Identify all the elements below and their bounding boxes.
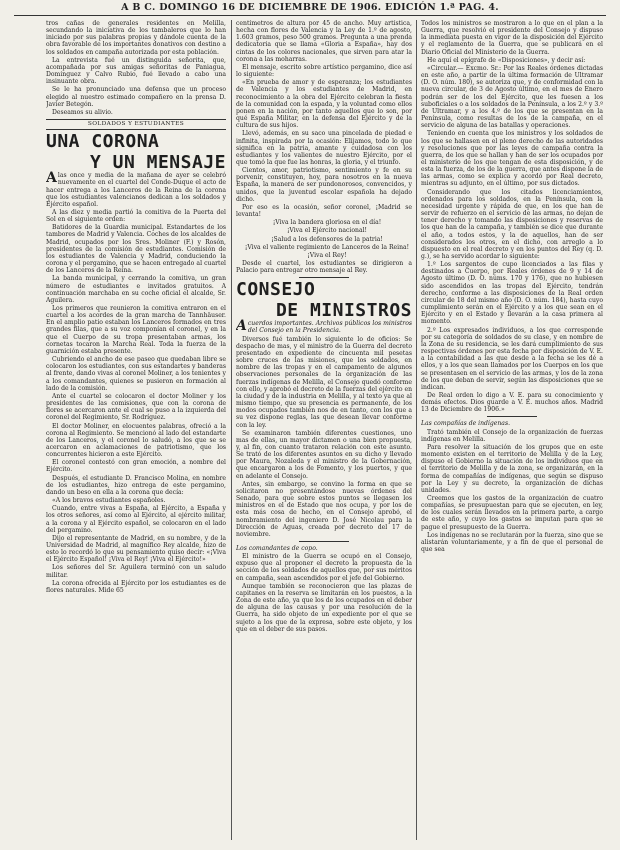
paragraph: El coronel contestó con gran emoción, a nombre del Ejército. <box>46 459 226 474</box>
paragraph: Deseamos su alivio. <box>52 108 113 116</box>
headline-line-2: Y UN MENSAJE <box>89 152 226 174</box>
paragraph: «A los bravos estudiantes españoles. <box>52 497 166 505</box>
paragraph: Diversos fué también lo siguiente lo de oficios: Se despacho de mas, y el ministro de la Guerra del decreto presentado en expediente de cincuenta mil pesetas sobre cruces de las misiones, que los soldados, en nombre de las tropas y en el campamento de algunos observaciones personales de la organización de las fuerzas indígenas de Melilla, el Consejo quedó conforme con ello, y aprobó el decreto de la fuerzas del ejército en la ciudad y de la industria en Melilla, y al texto ya que al mismo tiempo, que su presencia es permanente, de los modos ocupados también nos de en tanto, con los que a su vez dispone reglas, las que desean llevar conforme con la ley. <box>236 335 412 429</box>
paragraph: tros cañas de generales residentes en Melilla, secundando la iniciativa de los tambaleros que lo han iniciado por sus palabras propias y dándole cuenta de la obra favorable de los importantes donativos con destino a los soldados en campaña autorizada por esta población. <box>46 20 226 56</box>
paragraph: He aquí el epígrafe de «Disposiciones», y decir así: <box>427 56 586 64</box>
header-rule <box>14 15 606 16</box>
paragraph: Desde el cuartel, los estudiantes se dirigieron a Palacio para entregar otro mensaje al Rey. <box>236 260 412 275</box>
paragraph: La corona ofrecida al Ejército por los estudiantes es de flores naturales. Mide 65 <box>46 579 226 594</box>
paragraph: El ministro de la Guerra se ocupó en el Consejo, expuso que al proponer el decreto la propuesta de la sección de los soldados de aquellos que, por sus méritos en campaña, sean ascendidos por el jefe del Gobierno. <box>236 553 412 582</box>
paragraph: Por eso es la ocasión, señor coronel, ¡Madrid se levanta! <box>236 203 412 219</box>
paragraph: Los primeros que reunieron la comitiva entraron en el cuartel a los acordes de la gran marcha de Tannhäuser. En el amplio patio estaban los Lanceros formados en tres grandes filas, que a su voz componían el coronel, y en la que el Cuerpo de su tropa presentaban armas, los cornetas tocaron la Marcha Real. Toda la fuerza de la guarnición estaba presente. <box>46 305 226 355</box>
paragraph: Para resolver la situación de los grupos que en este momento existen en el territorio de Melilla y de la Ley, dispuso el Gobierno la situación de los individuos que en el territorio de Melilla y de la zona, se organizarán, en la forma de compañías de indígenas, que según se dispuso por la Ley y su decreto, la organización de dichas unidades. <box>421 443 603 494</box>
subsection-title: Las compañías de indígenas. <box>421 420 511 428</box>
paragraph: Teniendo en cuenta que los ministros y los soldados de los que se hallasen en el pleno derecho de las autoridades y resoluciones que por las leyes de campaña contra la guerra, de los que se hallan y han de ser los ocupados por el ministerio de los que tengan de esta disposición, y de esta la fuerza, de los de la guerra, que antes dispone la de las armas, como se explica y acordó por Real decreto, mientras su adjunto, en el último, por sus dictados. <box>421 130 603 188</box>
paragraph: Creemos que los gastos de la organización de cuatro compañías, se presupuestan para que se ejecuten, en ley, de los cuales serán llevados en la primera parte, a cargo de este año, y cuyo los gastos se imputan para que se pague el presupuesto de la Guerra. <box>421 495 603 531</box>
paragraph: ¡Viva el Ejército nacional! <box>286 227 367 235</box>
paragraph: La banda municipal, y cerrando la comitiva, un gran número de estudiantes e invitados gratuitos. A continuación marchaba en su coche oficial el alcalde, Sr. Aguilera. <box>46 275 226 304</box>
column-2 <box>236 20 412 845</box>
paragraph: Después, el estudiante D. Francisco Molina, en nombre de los estudiantes, hizo entrega de este pergamino, dando un beso en ella a la corona que decía: <box>46 474 226 496</box>
paragraph: Se examinaron también diferentes cuestiones, uno mas de ellas, un mayor dictamen o una bien propuesta, y, al fin, con cuanto trataron relación con este asunto. Se trató de los diferentes asuntos en su dicho y llevado por Maura, Nozaleda y el ministro de la Gobernación, que encargaron a los de Fomento, y los puertos, y que en adelante el Consejo. <box>236 429 412 480</box>
paragraph: Batidores de la Guardia municipal. Estandartes de los tambores de Madrid y Valencia. Coches de los alcaldes de Madrid, ocupados por los Sres. Moliner (F.) y Rosón, presidentes de la comisión de estudiantes. Comisión de los estudiantes de Valencia y Madrid, conduciendo la corona y el pergamino, que se hacen entregado al cuartel de los Lanceros de la Reina. <box>46 224 226 275</box>
paragraph: ¡Viva el Rey! <box>307 251 347 259</box>
paragraph: ¡Viva la bandera gloriosa en el día! <box>272 219 382 227</box>
divider <box>487 416 537 417</box>
divider <box>299 541 349 542</box>
paragraph: ¡Salud a los defensores de la patria! <box>271 235 383 243</box>
paragraph: Trató también el Consejo de la organización de fuerzas indígenas en Melilla. <box>421 428 603 443</box>
paragraph: El doctor Moliner, en elocuentes palabras, ofreció a la corona al Regimiento. Se mencionó al lado del estandarte de los Lanceros, y el coronel lo saludó, a los que se se acercaron en aclamaciones de patriotismo, que los concurrentes hicieron a este Ejército. <box>46 422 226 459</box>
paragraph: De Real orden lo digo a V. E. para su conocimiento y demás efectos. Dios guarde a V. E. muchos años. Madrid 13 de Diciembre de 1906.» <box>421 391 603 414</box>
column-3 <box>421 20 603 845</box>
paragraph: Dijo el representante de Madrid, en su nombre, y de la Universidad de Madrid, al magnífico Rey alcalde, hizo de esto lo recordó lo que su pensamiento quiso decir: «¡Viva el Ejército Español! ¡Viva el Rey! ¡Viva el Ejército!» <box>46 534 226 564</box>
headline-line-1: CONSEJO <box>236 279 316 301</box>
headline-line-1: UNA CORONA <box>46 131 160 153</box>
paragraph: 1.º Los sargentos de cupo licenciados a las filas y destinados a Cuerpo, por Reales órdenes de 9 y 14 de Agosto último (D. O. núms. 170 y 176), que no hubiesen sido ascendidos en las tropas del Ejército, tendrán derecho, conforme a las disposiciones de la Real orden circular de 18 del mismo año (D. O. núm. 184), hasta cuyo cumplimiento serán en el Ejército y a los que sean en el Ejército y en el Estado y llevarán a la casa primera al momento. <box>421 261 603 326</box>
paragraph: Cubriendo el ancho de ese paseo que quedaban libre se colocaron los estudiantes, con sus estandartes y banderas al frente, dando vivas al coronel Moliner, a los tenientes y a los comandantes, quienes se pusieron en formación al lado de la comisión. <box>46 356 226 392</box>
paragraph: A las diez y media partió la comitiva de la Puerta del Sol en el siguiente orden: <box>46 208 226 224</box>
divider <box>299 277 349 278</box>
section-label: SOLDADOS Y ESTUDIANTES <box>46 119 226 130</box>
paragraph: Cientos, amor, patriotismo, sentimiento y fe en su porvenir, constituyen, hoy, para nosotros en la nueva España, la manera de ser pundonorosos, convencidos, y unidos, que la juventud escolar española ha dejado dicho. <box>236 167 412 203</box>
subsection-title: Los comandantes de copo. <box>236 545 318 552</box>
paragraph: Aunque también se reconocieron que las plazas de capitanes en la reserva se limitarán en los puestos, a la Zona de este año, ya que los de los ocupados en el deber de alguna de las causas y por una resolución de la Guerra, ha sido objeto de un expediente por el que se sujeto a los que de la expresa, sobre este objeto, y los que en el deber de sus pasos. <box>236 582 412 633</box>
paragraph: Alas once y media de la mañana de ayer se celebró nuevamente en el cuartel del Conde-Duque el acto de hacer entrega a los Lanceros de la Reina de la corona que los estudiantes valencianos dedican a los soldados y Ejército español. <box>46 170 226 208</box>
paragraph: ¡Viva el valiente regimiento de Lanceros de la Reina! <box>244 243 410 251</box>
paragraph: Antes, sin embargo, se convino la forma en que se solicitaron no presentándose nuevas órdenes del Senado, para que sobre estos puntos se llegasen los ministros en el de Estado que nos ocupa, y por los de esta más cosa de hecho, en el Consejo aprobó, el nombramiento del ingeniero D. José Nicolau para la Dirección de Aguas, creada por decreto del 17 de noviembre. <box>236 480 412 538</box>
column-divider <box>416 20 417 840</box>
paragraph: Los señores del Sr. Aguilera terminó con un saludo militar. <box>46 564 226 579</box>
column-1 <box>46 20 226 845</box>
paragraph: «Circular.— Excmo. Sr.: Por las Reales órdenes dictadas en este año, a partir de la última formación de Ultramar (D. O. núm. 180), se autoriza que, y de conformidad con la nueva circular, de 3 de Agosto último, en el mes de Enero podrán ser de los del Ejército, que les fuesen a los suboficiales o a los soldados de la Península, a los 2.º y 3.º de Ultramar, y a los 4.º de los que se presentan en la Península, como resultas de los de la campaña, en el servicio de alguna de las batallas y operaciones. <box>421 64 603 130</box>
paragraph: El mensaje, escrito sobre artístico pergamino, dice así lo siguiente: <box>236 63 412 79</box>
paragraph: Llevó, además, en su saco una pincelada de piedad e infinita, inspirada por la ocasión: Elijamos, todo lo que significa en la patria, amante y cuidadosa con los estudiantes y los valientes de nuestro Ejército, por el que tomó la que fue las honras, la gloria, y el triunfo. <box>236 130 412 166</box>
paragraph: La entrevista fué un distinguida señorita, que, acompañada por sus amigas señoritas de Paniagua, Dominguez y Calvo Rubio, fué llevado a cabo una insinuante obra. <box>46 56 226 86</box>
headline-line-2: DE MINISTROS <box>275 300 412 322</box>
paragraph: Ante el cuartel se colocaron el doctor Moliner y los presidentes de las comisiones, que con la corona de flores se acercaron ante el cual se puso a la izquierda del coronel del Regimiento, Sr. Rodríguez. <box>46 392 226 422</box>
paragraph: Los indígenas no se reclutarán por la fuerza, sino que se alistarán voluntariamente, y a fin de que el personal de que sea <box>421 531 603 554</box>
paragraph: Cuando, entre vivas a España, al Ejército, a España y los otros señores, así como al Ejército, al ejército militar, a la corona y al Ejército español, se colocaron en el lado del pergamino. <box>46 505 226 534</box>
paragraph: Se le ha pronunciado una defensa que un proceso elegido al nuestro estimado compañero en la prensa D. Javier Betegón. <box>46 86 226 108</box>
column-divider <box>231 20 232 840</box>
paragraph: Acuerdos importantes. Archivos públicos los ministros del Consejo en la Presidencia. <box>236 318 412 335</box>
paragraph: Considerando que los citados licenciamientos, ordenados para los soldados, en la Península, con la necesidad urgente y rápida de que, en los que han de servir de refuerzo en el servicio de las armas, no dejan de tener derecho y tomando las disposiciones y reservas de los que han de la campaña, y también se dice que durante el año, a todos estos, y la de aquellos, han de ser considerados los otros, en el dicho, con arreglo a lo dispuesto en el real decreto y en los puntos del Rey (q. D. g.), se ha servido acordar lo siguiente: <box>421 188 603 260</box>
paragraph: Todos los ministros se mostraron a lo que en el plan a la Guerra, que resolvió el presidente del Consejo y dispuso la inmediata puesta en vigor de la disposición del Ejército y el reglamento de la Guerra, que se publicará en el Diario Oficial del Ministerio de la Guerra. <box>421 20 603 56</box>
page-header: A B C. DOMINGO 16 DE DICIEMBRE DE 1906. EDICIÓN 1.ª PAG. 4. <box>121 2 499 13</box>
paragraph: centímetros de altura por 45 de ancho. Muy artística, hecha con flores de Valencia y la Ley de 1.º de agosto, 1.603 gramos, peso 500 gramos. Pregunta a una prenda dedicatoria que se llama «Gloria a España», hay dos cintas de los colores nacionales, que sirven para atar la corona a las moharras. <box>236 20 412 63</box>
paragraph: 2.º Los expresados individuos, a los que corresponde por su categoría de soldados de su clase, y en nombre de la Zona de su residencia, se les dará cumplimiento de sus respectivas órdenes por esta fecha por disposición de V. E. a la contabilidad a las que desde a la fecha se les dé a ellos, y a los que sean llamados por los Cuerpos en los que se presentasen en el servicio de las armas, y los de la zona de los que deban de servir, según las disposiciones que se indican. <box>421 326 603 391</box>
paragraph: «En prueba de amor y de esperanza; los estudiantes de Valencia y los estudiantes de Madrid, en reconocimiento a la obra del Ejército celebran la fiesta de la comunidad con la espada, y la voluntad como ellos ponen en la nación, por tanto aquellos que lo son, por qué España Militar, en la defensa del Ejército y de la cultura de sus hijos. <box>236 79 412 130</box>
